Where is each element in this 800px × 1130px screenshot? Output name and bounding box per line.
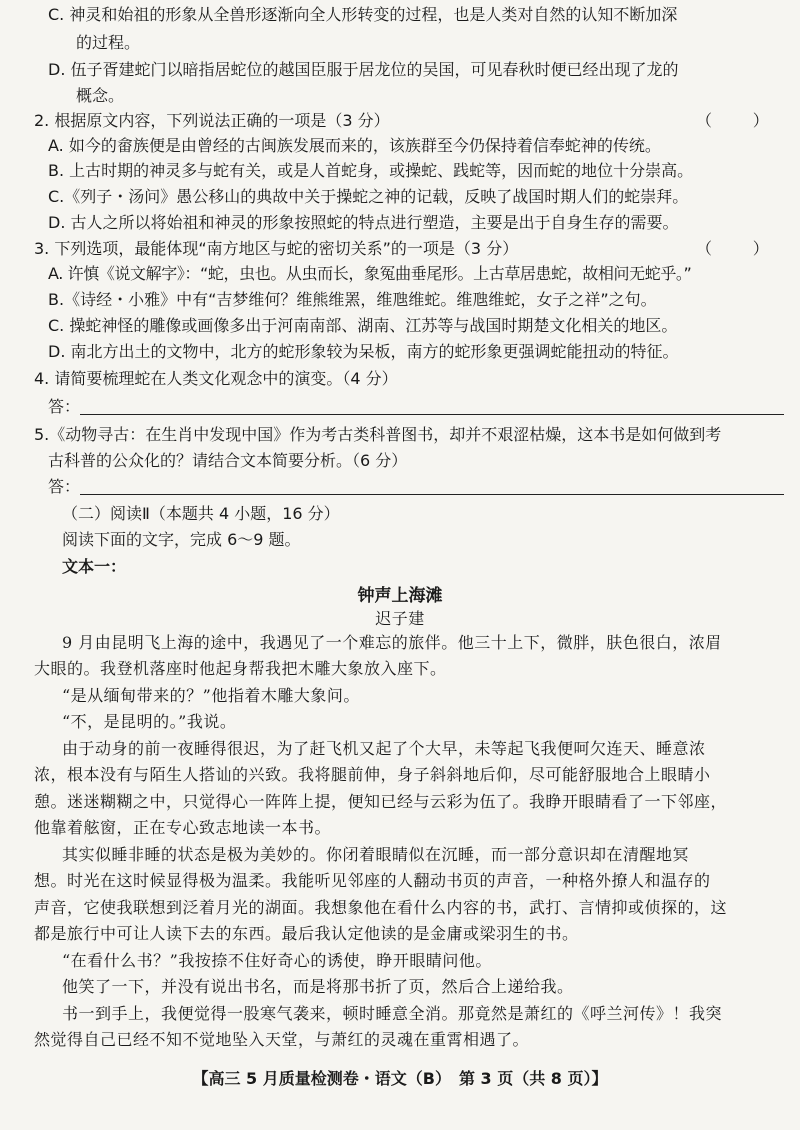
article-paragraph-line: “不，是昆明的。”我说。 (62, 712, 237, 731)
article-paragraph-line: 声音，它使我联想到泛着月光的湖面。我想象他在看什么内容的书，武打、言情抑或侦探的，这 (34, 898, 728, 917)
q2-option-d: D. 古人之所以将始祖和神灵的形象按照蛇的特点进行塑造，主要是出于自身生存的需要。 (48, 213, 679, 232)
text-label: 文本一： (62, 557, 127, 576)
q5-stem-cont: 古科普的公众化的？请结合文本简要分析。（6 分） (48, 451, 408, 470)
q5-answer-label: 答： (48, 477, 81, 496)
q3-option-a: A. 许慎《说文解字》：“蛇，虫也。从虫而长，象冤曲垂尾形。上古草居患蛇，故相问无蛇乎。” (48, 264, 692, 283)
q2-answer-bracket[interactable]: （ ） (696, 111, 769, 130)
article-paragraph-line: 都是旅行中可让人读下去的东西。最后我认定他读的是金庸或梁羽生的书。 (34, 924, 579, 943)
article-paragraph-line: “在看什么书？”我按捺不住好奇心的诱使，睁开眼睛问他。 (62, 951, 492, 970)
q2-option-a: A. 如今的畲族便是由曾经的古闽族发展而来的，该族群至今仍保持着信奉蛇神的传统。 (48, 136, 661, 155)
q2-stem: 2. 根据原文内容，下列说法正确的一项是（3 分） (34, 111, 390, 130)
article-paragraph-line: 其实似睡非睡的状态是极为美妙的。你闭着眼睛似在沉睡，而一部分意识却在清醒地冥 (62, 845, 690, 864)
q1-option-d: D. 伍子胥建蛇门以暗指居蛇位的越国臣服于居龙位的吴国，可见春秋时便已经出现了龙的 (48, 60, 679, 79)
article-paragraph-line: 由于动身的前一夜睡得很迟，为了赶飞机又起了个大早，未等起飞我便呵欠连天、睡意浓 (62, 739, 706, 758)
q3-answer-bracket[interactable]: （ ） (696, 239, 769, 258)
article-paragraph-line: 然觉得自己已经不知不觉地坠入天堂，与萧红的灵魂在重霄相遇了。 (34, 1030, 530, 1049)
q3-option-b: B.《诗经・小雅》中有“吉梦维何？维熊维罴，维虺维蛇。维虺维蛇，女子之祥”之句。 (48, 290, 657, 309)
article-paragraph-line: 大眼的。我登机落座时他起身帮我把木雕大象放入座下。 (34, 659, 447, 678)
article-paragraph-line: 浓，根本没有与陌生人搭讪的兴致。我将腿前伸，身子斜斜地后仰，尽可能舒服地合上眼睛小 (34, 765, 711, 784)
article-paragraph-line: 他笑了一下，并没有说出书名，而是将那书折了页，然后合上递给我。 (62, 977, 574, 996)
q2-option-b: B. 上古时期的神灵多与蛇有关，或是人首蛇身，或操蛇、践蛇等，因而蛇的地位十分崇高。 (48, 161, 694, 180)
q1-option-d-cont: 概念。 (76, 86, 125, 105)
q3-option-d: D. 南北方出土的文物中，北方的蛇形象较为呆板，南方的蛇形象更强调蛇能扭动的特征。 (48, 342, 679, 361)
article-paragraph-line: 9 月由昆明飞上海的途中，我遇见了一个难忘的旅伴。他三十上下，微胖，肤色很白，浓眉 (62, 633, 722, 652)
q3-option-c: C. 操蛇神怪的雕像或画像多出于河南南部、湖南、江苏等与战国时期楚文化相关的地区。 (48, 316, 678, 335)
article-paragraph-line: 想。时光在这时候显得极为温柔。我能听见邻座的人翻动书页的声音，一种格外撩人和温存的 (34, 871, 711, 890)
article-paragraph-line: 憩。迷迷糊糊之中，只觉得心一阵阵上提，便知已经与云彩为伍了。我睁开眼睛看了一下邻座， (34, 792, 728, 811)
q1-option-c: C. 神灵和始祖的形象从全兽形逐渐向全人形转变的过程，也是人类对自然的认知不断加深 (48, 5, 678, 24)
q5-answer-line[interactable] (80, 494, 784, 495)
section-heading: （二）阅读Ⅱ（本题共 4 小题，16 分） (62, 504, 340, 523)
q4-answer-label: 答： (48, 397, 81, 416)
q5-stem: 5.《动物寻古：在生肖中发现中国》作为考古类科普图书，却并不艰涩枯燥，这本书是如何做到考 (34, 425, 722, 444)
q1-option-c-cont: 的过程。 (76, 33, 141, 52)
article-paragraph-line: 他靠着舷窗，正在专心致志地读一本书。 (34, 818, 332, 837)
q2-option-c: C.《列子・汤问》愚公移山的典故中关于操蛇之神的记载，反映了战国时期人们的蛇崇拜。 (48, 187, 689, 206)
page-footer: 【高三 5 月质量检测卷・语文（B） 第 3 页（共 8 页）】 (192, 1069, 608, 1088)
article-paragraph-line: “是从缅甸带来的？”他指着木雕大象问。 (62, 686, 360, 705)
q4-answer-line[interactable] (80, 414, 784, 415)
article-title: 钟声上海滩 (357, 586, 443, 606)
article-author: 迟子建 (375, 609, 425, 628)
q4-stem: 4. 请简要梳理蛇在人类文化观念中的演变。（4 分） (34, 369, 398, 388)
q3-stem: 3. 下列选项，最能体现“南方地区与蛇的密切关系”的一项是（3 分） (34, 239, 519, 258)
section-instruction: 阅读下面的文字，完成 6～9 题。 (62, 530, 301, 549)
article-paragraph-line: 书一到手上，我便觉得一股寒气袭来，顿时睡意全消。那竟然是萧红的《呼兰河传》！我突 (62, 1004, 723, 1023)
